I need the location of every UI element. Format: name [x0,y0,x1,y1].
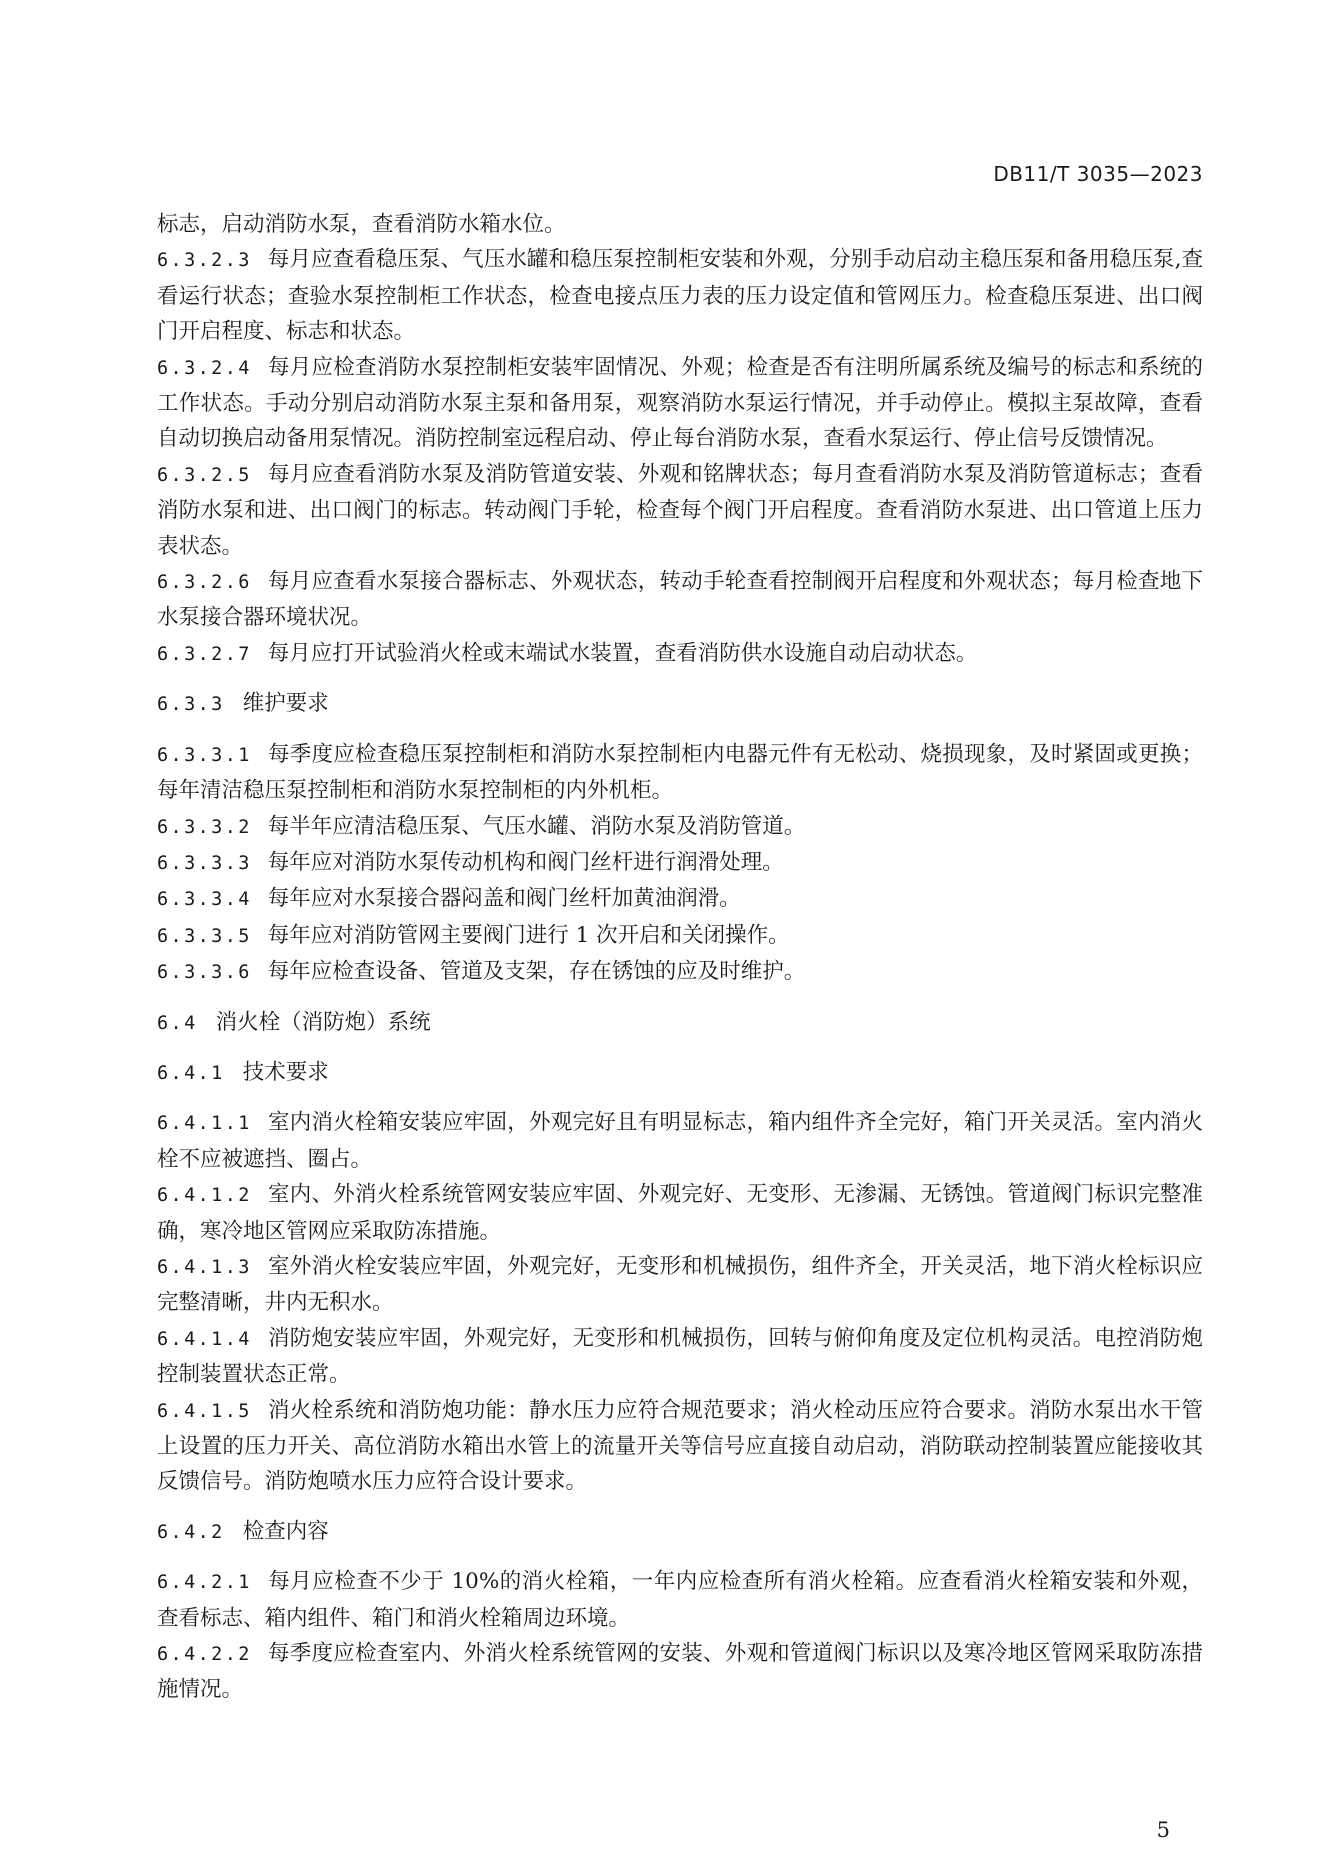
clause-6-3-3-4 [157,881,1203,917]
clause-6-4-1-3 [157,1249,1203,1321]
clause-number: 6.3.3.3 [157,852,252,874]
section-number: 6.4 [157,1012,198,1034]
paragraph-continuation: 标志，启动消防水泵，查看消防水箱水位。 [157,212,566,237]
clause-6-4-1-4 [157,1321,1203,1393]
clause-number: 6.3.3.2 [157,816,252,838]
section-number: 6.4.1 [157,1062,225,1084]
clause-text: 每半年应清洁稳压泵、气压水罐、消防水泵及消防管道。 [267,813,806,839]
clause-6-3-2-4 [157,350,1203,457]
section-heading-6-4-1 [157,1055,1203,1091]
clause-text: 每月应查看消防水泵及消防管道安装、外观和铭牌状态；每月查看消防水泵及消防管道标志；查看消防水泵和进、出口阀门的标志。转动阀门手轮，检查每个阀门开启程度。查看消防水泵进、出口管道上压力表状态。 [157,461,1203,559]
clause-6-3-2-3 [157,242,1203,349]
clause-text: 每年应对消防水泵传动机构和阀门丝杆进行润滑处理。 [267,849,784,875]
section-heading-6-3-3 [157,686,1203,722]
clause-number: 6.3.3.1 [157,744,252,766]
clause-number: 6.4.1.2 [157,1185,252,1207]
clause-number: 6.3.3.6 [157,962,252,984]
clause-number: 6.4.1.3 [157,1256,252,1278]
clause-text: 每年应对水泵接合器闷盖和阀门丝杆加黄油润滑。 [267,886,741,912]
clause-text: 每季度应检查室内、外消火栓系统管网的安装、外观和管道阀门标识以及寒冷地区管网采取防冻措施情况。 [157,1641,1203,1703]
section-number: 6.4.2 [157,1521,225,1543]
clause-6-3-3-3 [157,845,1203,881]
clause-number: 6.3.2.7 [157,643,252,665]
clause-6-3-2-6 [157,564,1203,636]
document-code: DB11/T 3035—2023 [993,162,1203,186]
clause-6-3-2-5 [157,457,1203,564]
clause-6-3-2-7 [157,636,1203,672]
clause-number: 6.3.2.6 [157,572,252,594]
clause-text: 每月应查看稳压泵、气压水罐和稳压泵控制柜安装和外观，分别手动启动主稳压泵和备用稳压泵,查看运行状态；查验水泵控制柜工作状态，检查电接点压力表的压力设定值和管网压力。检查稳压泵进、出口阀门开启程度、标志和状态。 [157,247,1203,345]
clause-text: 每年应检查设备、管道及支架，存在锈蚀的应及时维护。 [267,959,806,985]
clause-6-4-1-1 [157,1105,1203,1177]
clause-number: 6.3.2.3 [157,250,252,272]
clause-text: 室外消火栓安装应牢固，外观完好，无变形和机械损伤，组件齐全，开关灵活，地下消火栓标识应完整清晰，井内无积水。 [157,1253,1203,1316]
clause-number: 6.3.2.5 [157,464,252,486]
clause-6-3-3-6 [157,954,1203,990]
section-title: 检查内容 [242,1518,329,1544]
clause-text: 每月应检查消防水泵控制柜安装牢固情况、外观；检查是否有注明所属系统及编号的标志和系统的工作状态。手动分别启动消防水泵主泵和备用泵，观察消防水泵运行情况，并手动停止。模拟主泵故障，查看自动切换启动备用泵情况。消防控制室远程启动、停止每台消防水泵，查看水泵运行、停止信号反馈情况。 [157,354,1203,452]
clause-text: 每年应对消防管网主要阀门进行 1 次开启和关闭操作。 [267,922,790,948]
clause-6-4-2-2 [157,1636,1203,1708]
clause-text: 每季度应检查稳压泵控制柜和消防水泵控制柜内电器元件有无松动、烧损现象，及时紧固或更换；每年清洁稳压泵控制柜和消防水泵控制柜的内外机柜。 [157,741,1203,804]
clause-number: 6.4.1.1 [157,1113,252,1135]
clause-6-4-2-1 [157,1564,1203,1636]
clause-number: 6.4.1.5 [157,1400,252,1422]
clause-text: 每月应检查不少于 10%的消火栓箱，一年内应检查所有消火栓箱。应查看消火栓箱安装和外观，查看标志、箱内组件、箱门和消火栓箱周边环境。 [157,1569,1203,1631]
clause-number: 6.4.2.1 [157,1572,252,1594]
clause-text: 每月应查看水泵接合器标志、外观状态，转动手轮查看控制阀开启程度和外观状态；每月检查地下水泵接合器环境状况。 [157,569,1203,631]
section-title: 维护要求 [242,691,329,717]
section-title: 消火栓（消防炮）系统 [215,1009,431,1035]
clause-text: 每月应打开试验消火栓或末端试水装置，查看消防供水设施自动启动状态。 [267,640,978,666]
clause-6-3-3-1 [157,737,1203,809]
page-number: 5 [1156,1818,1170,1842]
clause-text: 室内消火栓箱安装应牢固，外观完好且有明显标志，箱内组件齐全完好，箱门开关灵活。室内消火栓不应被遮挡、圈占。 [157,1110,1203,1172]
clause-6-4-1-2 [157,1177,1203,1249]
document-body [157,207,1203,1708]
section-heading-6-4-2 [157,1514,1203,1550]
clause-6-3-3-2 [157,809,1203,845]
clause-number: 6.4.1.4 [157,1328,252,1350]
section-heading-6-4 [157,1005,1203,1041]
section-title: 技术要求 [242,1059,329,1085]
clause-number: 6.3.3.4 [157,889,252,911]
clause-6-4-1-5 [157,1393,1203,1500]
clause-number: 6.3.2.4 [157,357,252,379]
clause-text: 消火栓系统和消防炮功能：静水压力应符合规范要求；消火栓动压应符合要求。消防水泵出水干管上设置的压力开关、高位消防水箱出水管上的流量开关等信号应直接自动启动，消防联动控制装置应能接收其反馈信号。消防炮喷水压力应符合设计要求。 [157,1397,1203,1495]
clause-number: 6.3.3.5 [157,925,252,947]
clause-text: 室内、外消火栓系统管网安装应牢固、外观完好、无变形、无渗漏、无锈蚀。管道阀门标识完整准确，寒冷地区管网应采取防冻措施。 [157,1182,1203,1244]
clause-6-3-3-5 [157,918,1203,954]
section-number: 6.3.3 [157,694,225,716]
clause-number: 6.4.2.2 [157,1644,252,1666]
clause-text: 消防炮安装应牢固，外观完好，无变形和机械损伤，回转与俯仰角度及定位机构灵活。电控消防炮控制装置状态正常。 [157,1325,1203,1388]
